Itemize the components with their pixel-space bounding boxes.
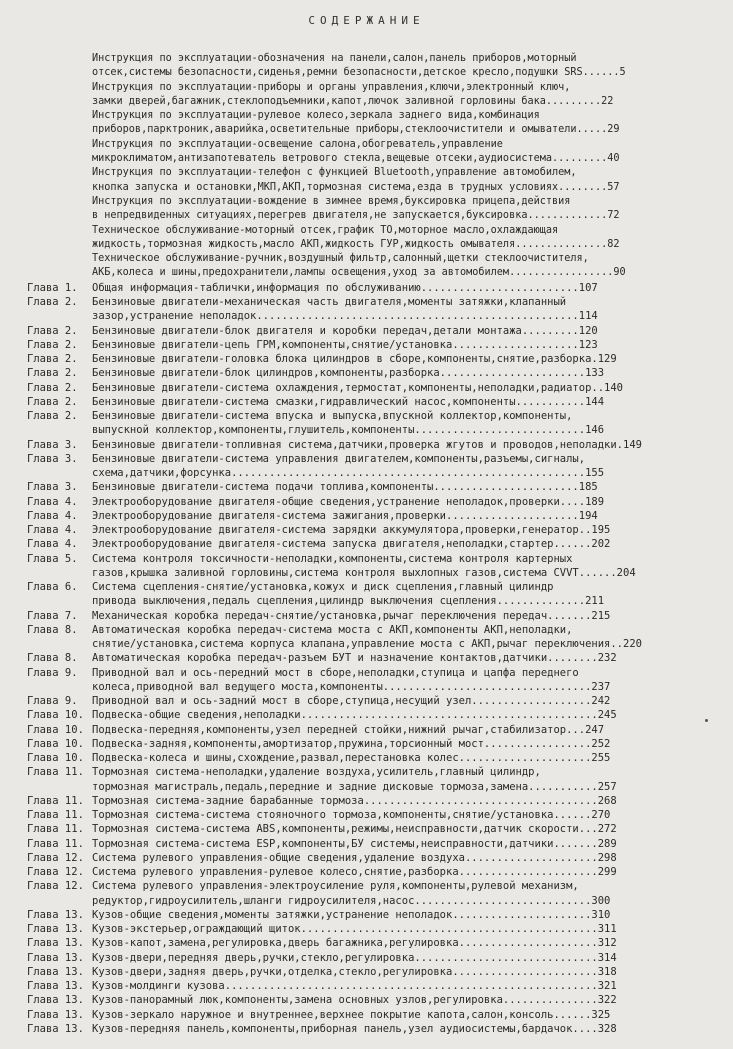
toc-entry-text: Инструкция по эксплуатации-приборы и органы управления,ключи,электронный ключ, замки дверей,багажник,стеклоподъемники,капот,лючок заливной горловины бака.........22 [92, 81, 614, 107]
toc-entry [0, 509, 733, 523]
toc-entry-text: Система рулевого управления-электроусиление руля,компоненты,рулевой механизм, редуктор,гидроусилитель,шланги гидроусилителя,насос............................300 [92, 880, 611, 907]
toc-entry [0, 295, 733, 324]
toc-entry [0, 395, 733, 409]
toc-entry-text: Общая информация-таблички,информация по обслуживанию.........................107 [92, 281, 598, 294]
toc-entry-text: Кузов-общие сведения,моменты затяжки,устранение неполадок......................310 [92, 908, 611, 921]
toc-chapter-label: Глава 11. [27, 794, 84, 807]
toc-chapter-label: Глава 13. [27, 1008, 84, 1021]
toc-chapter-label: Глава 13. [27, 923, 84, 935]
toc-entry [0, 381, 733, 395]
toc-entry [0, 224, 733, 253]
toc-chapter-label: Глава 2. [27, 367, 78, 380]
toc-entry-text: Бензиновые двигатели-цепь ГРМ,компоненты,снятие/установка....................123 [92, 338, 598, 351]
toc-entry-text: Механическая коробка передач-снятие/установка,рычаг переключения передач.......215 [92, 609, 611, 622]
toc-chapter-label: Глава 10. [27, 752, 84, 764]
toc-chapter-label: Глава 12. [27, 866, 84, 878]
toc-chapter-label: Глава 2. [27, 381, 78, 394]
toc-chapter-label: Глава 9. [27, 695, 78, 707]
toc-entry [0, 109, 733, 138]
toc-chapter-label: Глава 2. [27, 410, 78, 422]
toc-chapter-label: Глава 13. [27, 1022, 84, 1035]
toc-chapter-label: Глава 8. [27, 652, 78, 665]
toc-chapter-label: Глава 5. [27, 552, 78, 565]
toc-chapter-label: Глава 7. [27, 609, 78, 622]
toc-entry-text: Кузов-двери,задняя дверь,ручки,отделка,стекло,регулировка.......................318 [92, 965, 617, 978]
toc-entry [0, 951, 733, 965]
toc-entry [0, 480, 733, 494]
toc-chapter-label: Глава 12. [27, 880, 84, 893]
toc-chapter-label: Глава 8. [27, 623, 78, 636]
toc-chapter-label: Глава 10. [27, 723, 84, 736]
toc-entry [0, 138, 733, 167]
toc-entry [0, 495, 733, 509]
toc-entry-text: Тормозная система-неполадки,удаление воздуха,усилитель,главный цилиндр, тормозная магистраль,педаль,передние и задние дисковые тормоза,замена...........257 [92, 766, 617, 793]
toc-entry-text: Тормозная система-система ESP,компоненты,БУ системы,неисправности,датчики.......289 [92, 837, 617, 850]
toc-entry [0, 338, 733, 352]
toc-entry-text: Кузов-молдинги кузова...........................................................321 [92, 980, 617, 992]
page-title: СОДЕРЖАНИЕ [308, 14, 425, 27]
toc-entry-text: Подвеска-передняя,компоненты,узел передней стойки,нижний рычаг,стабилизатор...247 [92, 723, 605, 736]
toc-entry-text: Кузов-капот,замена,регулировка,дверь багажника,регулировка......................312 [92, 937, 617, 950]
toc-entry-text: Автоматическая коробка передач-система моста с АКП,компоненты АКП,неполадки, снятие/установка,система корпуса клапана,управление моста с АКП,рычаг переключения..220 [92, 623, 642, 650]
toc-entry [0, 694, 733, 708]
toc-entry-text: Бензиновые двигатели-топливная система,датчики,проверка жгутов и проводов,неполадки.149 [92, 438, 642, 451]
toc-chapter-label: Глава 3. [27, 481, 78, 494]
toc-entry [0, 737, 733, 751]
toc-entry [0, 409, 733, 438]
toc-chapter-label: Глава 4. [27, 524, 78, 536]
toc-entry [0, 580, 733, 609]
toc-entry-text: Бензиновые двигатели-система управления двигателем,компоненты,разъемы,сигналы, схема,датчики,форсунка........................................................155 [92, 452, 605, 479]
toc-entry-text: Бензиновые двигатели-блок двигателя и коробки передач,детали монтажа.........120 [92, 324, 598, 337]
toc-entry-text: Кузов-двери,передняя дверь,ручки,стекло,регулировка.............................314 [92, 951, 617, 964]
toc-entry-text: Система сцепления-снятие/установка,кожух и диск сцепления,главный цилиндр привода выключения,педаль сцепления,цилиндр выключения сцепления..............211 [92, 581, 605, 608]
toc-entry-text: Подвеска-колеса и шины,схождение,развал,перестановка колес.....................255 [92, 752, 611, 764]
toc-entry-text: Система рулевого управления-рулевое колесо,снятие,разборка......................299 [92, 866, 617, 878]
toc-entry-text: Система рулевого управления-общие сведения,удаление воздуха.....................298 [92, 851, 617, 864]
toc-chapter-label: Глава 4. [27, 495, 78, 508]
toc-entry-text: Техническое обслуживание-моторный отсек,график ТО,моторное масло,охлаждающая жидкость,тормозная жидкость,масло АКП,жидкость ГУР,жидкость омывателя...............82 [92, 224, 620, 250]
toc-entry [0, 52, 733, 81]
toc-chapter-label: Глава 4. [27, 509, 78, 522]
toc-chapter-label: Глава 13. [27, 908, 84, 921]
toc-entry-text: Кузов-панорамный люк,компоненты,замена основных узлов,регулировка...............322 [92, 994, 617, 1007]
toc-entry [0, 979, 733, 993]
toc-entry [0, 993, 733, 1007]
toc-entry-text: Электрооборудование двигателя-система зарядки аккумулятора,проверки,генератор..195 [92, 524, 611, 536]
toc-entry-text: Инструкция по эксплуатации-вождение в зимнее время,буксировка прицепа,действия в непредвиденных ситуациях,перегрев двигателя,не запускается,буксировка.............72 [92, 195, 620, 222]
toc-chapter-label: Глава 2. [27, 324, 78, 337]
toc-entry-text: Кузов-передняя панель,компоненты,приборная панель,узел аудиосистемы,бардачок....328 [92, 1022, 617, 1035]
toc-chapter-label: Глава 1. [27, 281, 78, 294]
toc-entry [0, 281, 733, 295]
toc-chapter-label: Глава 3. [27, 452, 78, 465]
toc-entry [0, 708, 733, 722]
toc-entry [0, 324, 733, 338]
toc-chapter-label: Глава 13. [27, 994, 84, 1007]
toc-entry [0, 438, 733, 452]
toc-entry [0, 851, 733, 865]
toc-entry [0, 1022, 733, 1036]
toc-chapter-label: Глава 6. [27, 581, 78, 593]
toc-entry [0, 651, 733, 665]
toc-entry [0, 822, 733, 836]
toc-entry [0, 452, 733, 481]
toc-entry-text: Бензиновые двигатели-система охлаждения,термостат,компоненты,неполадки,радиатор..140 [92, 381, 624, 394]
toc-chapter-label: Глава 2. [27, 353, 78, 365]
toc-entry-text: Электрооборудование двигателя-общие сведения,устранение неполадок,проверки....189 [92, 495, 605, 508]
toc-entry [0, 552, 733, 581]
toc-entry [0, 751, 733, 765]
toc-entry [0, 366, 733, 380]
toc-chapter-label: Глава 9. [27, 666, 78, 679]
toc-entry-text: Электрооборудование двигателя-система зажигания,проверки.....................194 [92, 509, 598, 522]
toc-entry [0, 765, 733, 794]
toc-entry [0, 609, 733, 623]
toc-chapter-label: Глава 13. [27, 937, 84, 950]
toc-chapter-label: Глава 11. [27, 823, 84, 836]
toc-chapter-label: Глава 11. [27, 766, 84, 779]
toc-entry [0, 865, 733, 879]
toc-chapter-label: Глава 2. [27, 338, 78, 351]
toc-chapter-label: Глава 2. [27, 395, 78, 408]
toc-entry [0, 965, 733, 979]
toc-entry-text: Бензиновые двигатели-система подачи топлива,компоненты.......................185 [92, 481, 598, 494]
toc-entry [0, 908, 733, 922]
toc-entry-text: Техническое обслуживание-ручник,воздушный фильтр,салонный,щетки стеклоочистителя, АКБ,колеса и шины,предохранители,лампы освещения,уход за автомобилем.................90 [92, 253, 626, 279]
toc-entry-text: Бензиновые двигатели-система смазки,гидравлический насос,компоненты...........144 [92, 395, 605, 408]
toc-entry [0, 352, 733, 366]
toc-chapter-label: Глава 10. [27, 709, 84, 722]
toc-entry [0, 808, 733, 822]
toc-entry-text: Система контроля токсичности-неполадки,компоненты,система контроля картерных газов,крышка заливной горловины,система контроля выхлопных газов,система CVVT......204 [92, 552, 636, 579]
toc-entry-text: Тормозная система-система стояночного тормоза,компоненты,снятие/установка......270 [92, 809, 611, 821]
toc-entry [0, 1008, 733, 1022]
toc-chapter-label: Глава 4. [27, 538, 78, 551]
toc-entry-text: Кузов-экстерьер,ограждающий щиток...............................................311 [92, 923, 617, 935]
toc-entry [0, 252, 733, 281]
toc-entry-text: Бензиновые двигатели-механическая часть двигателя,моменты затяжки,клапанный зазор,устранение неполадок...................................................114 [92, 296, 598, 323]
toc-entry [0, 623, 733, 652]
toc-entry [0, 195, 733, 224]
toc-chapter-label: Глава 2. [27, 296, 78, 308]
toc-entry-text: Автоматическая коробка передач-разъем БУТ и назначение контактов,датчики........232 [92, 652, 617, 665]
toc-entry-text: Приводной вал и ось-задний мост в сборе,ступица,несущий узел...................242 [92, 695, 611, 707]
toc-chapter-label: Глава 12. [27, 851, 84, 864]
toc-entry [0, 81, 733, 110]
toc-entry-text: Тормозная система-задние барабанные тормоза.....................................268 [92, 794, 617, 807]
toc-entry [0, 523, 733, 537]
toc-entry [0, 879, 733, 908]
toc-entry [0, 837, 733, 851]
toc-entry-text: Бензиновые двигатели-блок цилиндров,компоненты,разборка.......................133 [92, 367, 605, 380]
toc-entry-text: Бензиновые двигатели-система впуска и выпуска,впускной коллектор,компоненты, выпускной коллектор,компоненты,глушитель,компоненты...........................146 [92, 410, 605, 437]
toc-entry [0, 936, 733, 950]
toc-chapter-label: Глава 10. [27, 737, 84, 750]
table-of-contents [0, 52, 733, 1036]
toc-entry [0, 666, 733, 695]
toc-entry-text: Подвеска-задняя,компоненты,амортизатор,пружина,торсионный мост.................252 [92, 737, 611, 750]
toc-chapter-label: Глава 11. [27, 809, 84, 821]
toc-entry-text: Инструкция по эксплуатации-телефон с функцией Bluetooth,управление автомобилем, кнопка запуска и остановки,МКП,АКП,тормозная система,езда в трудных условиях........57 [92, 167, 620, 193]
toc-entry [0, 537, 733, 551]
toc-entry-text: Тормозная система-система ABS,компоненты,режимы,неисправности,датчик скорости...272 [92, 823, 617, 836]
toc-chapter-label: Глава 13. [27, 951, 84, 964]
toc-entry [0, 922, 733, 936]
toc-chapter-label: Глава 3. [27, 438, 78, 451]
toc-entry [0, 166, 733, 195]
toc-entry-text: Приводной вал и ось-передний мост в сборе,неполадки,ступица и цапфа переднего колеса,приводной вал ведущего моста,компоненты.................................237 [92, 666, 611, 693]
toc-entry-text: Инструкция по эксплуатации-рулевое колесо,зеркала заднего вида,комбинация приборов,парктроник,аварийка,осветительные приборы,стеклоочистители и омыватели.....29 [92, 110, 620, 136]
toc-chapter-label: Глава 13. [27, 980, 84, 992]
toc-entry-text: Инструкция по эксплуатации-обозначения на панели,салон,панель приборов,моторный отсек,системы безопасности,сиденья,ремни безопасности,детское кресло,подушки SRS......5 [92, 53, 626, 79]
toc-chapter-label: Глава 13. [27, 965, 84, 978]
toc-chapter-label: Глава 11. [27, 837, 84, 850]
margin-dot [705, 719, 708, 722]
toc-entry [0, 723, 733, 737]
toc-entry-text: Инструкция по эксплуатации-освещение салона,обогреватель,управление микроклиматом,антизапотеватель ветрового стекла,вещевые отсеки,аудиосистема.........40 [92, 138, 620, 165]
toc-entry-text: Подвеска-общие сведения,неполадки...............................................245 [92, 709, 617, 722]
toc-entry [0, 794, 733, 808]
toc-entry-text: Электрооборудование двигателя-система запуска двигателя,неполадки,стартер......202 [92, 538, 611, 551]
toc-entry-text: Кузов-зеркало наружное и внутреннее,верхнее покрытие капота,салон,консоль......325 [92, 1008, 611, 1021]
toc-entry-text: Бензиновые двигатели-головка блока цилиндров в сборе,компоненты,снятие,разборка.129 [92, 353, 617, 365]
